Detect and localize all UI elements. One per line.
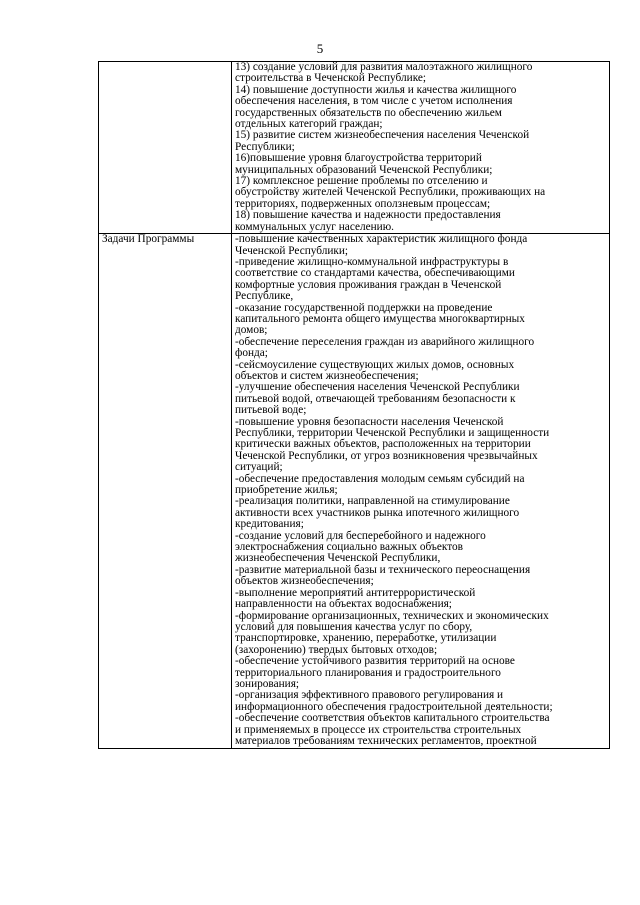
- text-line: и применяемых в процессе их строительства строительных: [235, 723, 522, 736]
- row-content-goals: [232, 62, 610, 234]
- text-line: материалов требованиям технических регламентов, проектной: [235, 734, 537, 747]
- text-line: -развитие материальной базы и технического переоснащения: [235, 563, 531, 576]
- text-line: приобретение жилья;: [235, 484, 338, 497]
- text-line: -обеспечение соответствия объектов капитального строительства: [235, 712, 550, 725]
- text-line: жизнеобеспечения Чеченской Республики,: [235, 552, 441, 565]
- text-line: транспортировке, хранению, переработке, утилизации: [235, 632, 497, 645]
- text-line: Республики, территории Чеченской Республики и защищенности: [235, 427, 550, 439]
- text-line: соответствие со стандартами качества, обеспечивающими: [235, 267, 515, 280]
- text-line: -сейсмоусиление существующих жилых домов, основных: [235, 358, 515, 371]
- text-line: Республики;: [235, 140, 295, 153]
- text-line: 17) комплексное решение проблемы по отселению и: [235, 175, 488, 188]
- text-line: 16)повышение уровня благоустройства территорий: [235, 152, 482, 165]
- text-line: -обеспечение устойчивого развития территорий на основе: [235, 655, 515, 668]
- text-line: -повышение качественных характеристик жилищного фонда: [235, 233, 528, 246]
- page-number: 5: [316, 41, 324, 56]
- text-line: -реализация политики, направленной на стимулирование: [235, 495, 510, 508]
- text-line: домов;: [235, 324, 268, 337]
- text-line: -оказание государственной поддержки на проведение: [235, 301, 493, 314]
- text-line: -улучшение обеспечения населения Чеченской Республики: [235, 381, 520, 394]
- text-line: активности всех участников рынка ипотечного жилищного: [235, 506, 520, 519]
- text-line: критически важных объектов, расположенных на территории: [235, 438, 531, 451]
- text-line: условий для повышения качества услуг по сбору,: [235, 620, 473, 633]
- text-line: -обеспечение переселения граждан из аварийного жилищного: [235, 335, 535, 348]
- text-line: -создание условий для бесперебойного и надежного: [235, 529, 486, 542]
- text-line: комфортные условия проживания граждан в Чеченской: [235, 278, 502, 291]
- text-line: 13) создание условий для развития малоэтажного жилищного: [235, 61, 533, 73]
- table-row-tasks: [99, 234, 610, 749]
- text-line: коммунальных услуг населению.: [235, 220, 394, 233]
- text-line: -обеспечение предоставления молодым семьям субсидий на: [235, 472, 525, 485]
- text-line: зонирования;: [235, 677, 300, 690]
- text-line: -организация эффективного правового регулирования и: [235, 689, 504, 702]
- text-line: электроснабжения социально важных объектов: [235, 541, 463, 554]
- text-line: государственных обязательств по обеспечению жильем: [235, 106, 502, 119]
- text-line: питьевой водой, отвечающей требованиям безопасности к: [235, 392, 516, 405]
- row-content-tasks: [232, 234, 610, 749]
- row-label-goals: [99, 62, 232, 234]
- text-line: (захоронению) твердых бытовых отходов;: [235, 643, 438, 656]
- text-line: информационного обеспечения градостроительной деятельности;: [235, 700, 553, 713]
- text-line: территориях, подверженных оползневым процессам;: [235, 197, 491, 210]
- text-line: -повышение уровня безопасности населения Чеченской: [235, 415, 504, 428]
- text-line: -приведение жилищно-коммунальной инфраструктуры в: [235, 255, 509, 268]
- text-line: кредитования;: [235, 518, 304, 531]
- text-line: отдельных категорий граждан;: [235, 118, 383, 131]
- text-line: Чеченской Республики, от угроз возникновения чрезвычайных: [235, 449, 538, 462]
- text-line: территориального планирования и градостроительного: [235, 666, 501, 679]
- table-row-goals-continued: [99, 62, 610, 234]
- text-line: муниципальных образований Чеченской Республики;: [235, 163, 493, 176]
- text-line: направленности на объектах водоснабжения;: [235, 598, 452, 611]
- row-label-tasks: Задачи Программы: [99, 234, 232, 749]
- text-line: Республике,: [235, 290, 294, 303]
- text-line: капитального ремонта общего имущества многоквартирных: [235, 312, 525, 325]
- text-line: Чеченской Республики;: [235, 244, 349, 257]
- text-line: 14) повышение доступности жилья и качества жилищного: [235, 83, 517, 96]
- text-line: обеспечения населения, в том числе с учетом исполнения: [235, 95, 513, 108]
- text-line: строительства в Чеченской Республике;: [235, 72, 427, 85]
- text-line: -выполнение мероприятий антитеррористической: [235, 586, 476, 599]
- text-line: ситуаций;: [235, 461, 283, 474]
- text-line: фонда;: [235, 347, 268, 360]
- text-line: 15) развитие систем жизнеобеспечения населения Чеченской: [235, 129, 530, 142]
- text-line: объектов и систем жизнеобеспечения;: [235, 369, 419, 382]
- text-line: обустройству жителей Чеченской Республики, проживающих на: [235, 186, 546, 199]
- program-passport-table: [98, 61, 610, 749]
- text-line: -формирование организационных, технических и экономических: [235, 609, 549, 622]
- text-line: объектов жизнеобеспечения;: [235, 575, 374, 588]
- text-line: питьевой воде;: [235, 404, 307, 417]
- text-line: 18) повышение качества и надежности предоставления: [235, 209, 501, 222]
